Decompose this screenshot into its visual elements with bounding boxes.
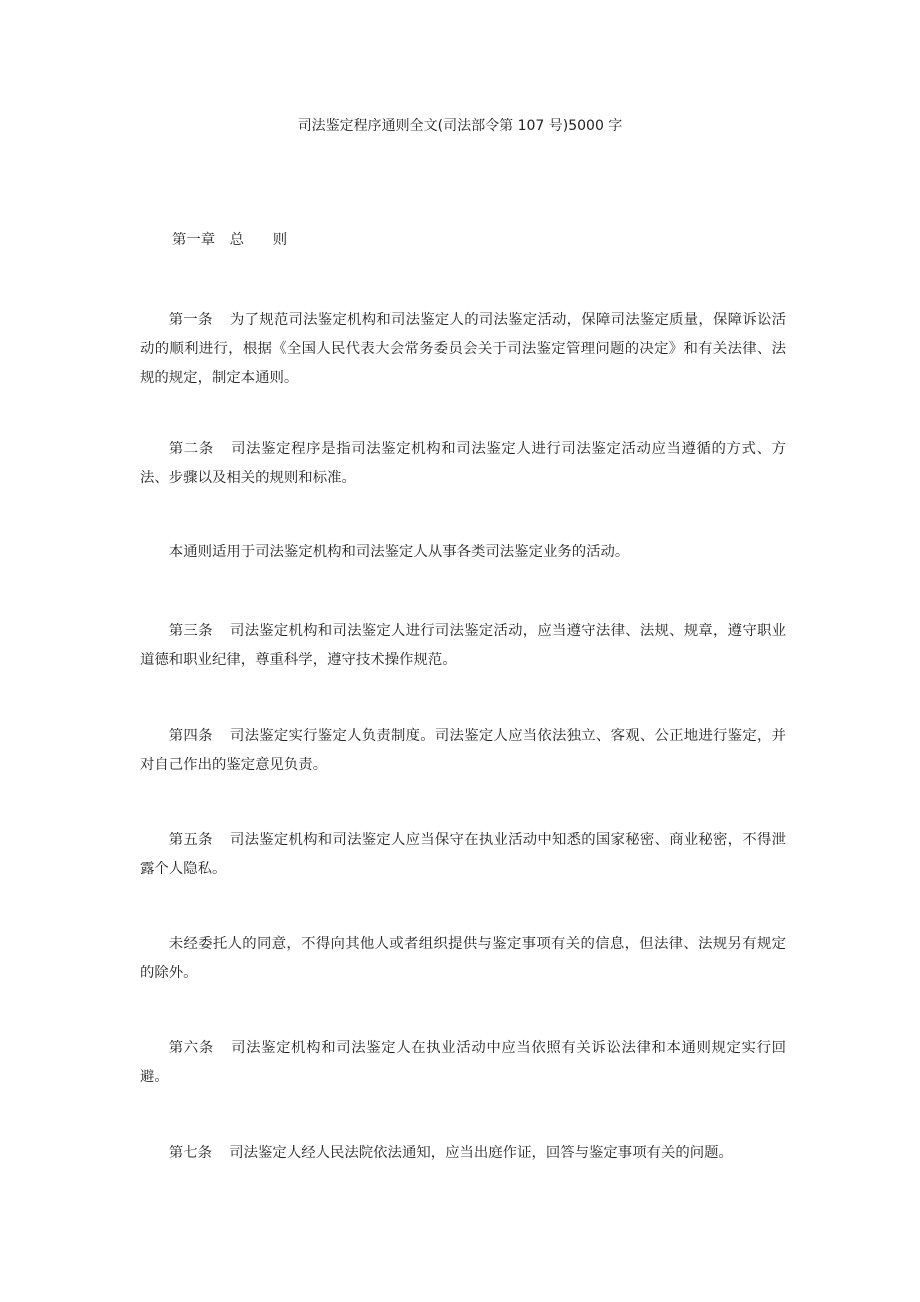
article-text: 为了规范司法鉴定机构和司法鉴定人的司法鉴定活动，保障司法鉴定质量，保障诉讼活动的顺利进行，根据《全国人民代表大会常务委员会关于司法鉴定管理问题的决定》和有关法律、法规的规定，制定本通则。 (140, 312, 786, 386)
article-text: 司法鉴定机构和司法鉴定人在执业活动中应当依照有关诉讼法律和本通则规定实行回避。 (140, 1040, 786, 1085)
article-2 (140, 435, 786, 493)
article-2-clause-2 (140, 538, 786, 567)
article-1 (140, 306, 786, 393)
article-number: 第四条 (168, 728, 213, 744)
article-text: 司法鉴定机构和司法鉴定人进行司法鉴定活动，应当遵守法律、法规、规章，遵守职业道德和职业纪律，尊重科学，遵守技术操作规范。 (140, 623, 786, 668)
article-5 (140, 826, 786, 884)
article-number: 第七条 (168, 1145, 212, 1161)
article-text: 本通则适用于司法鉴定机构和司法鉴定人从事各类司法鉴定业务的活动。 (168, 544, 630, 560)
chapter-heading: 第一章 总 则 (172, 232, 288, 248)
article-number: 第三条 (168, 623, 213, 639)
article-text: 司法鉴定机构和司法鉴定人应当保守在执业活动中知悉的国家秘密、商业秘密，不得泄露个人隐私。 (140, 832, 786, 877)
article-7 (140, 1139, 786, 1168)
article-number: 第六条 (168, 1040, 214, 1056)
article-text: 未经委托人的同意，不得向其他人或者组织提供与鉴定事项有关的信息，但法律、法规另有规定的除外。 (140, 936, 786, 981)
article-number: 第二条 (168, 441, 214, 457)
article-6 (140, 1034, 786, 1092)
article-text: 司法鉴定程序是指司法鉴定机构和司法鉴定人进行司法鉴定活动应当遵循的方式、方法、步骤以及相关的规则和标准。 (140, 441, 786, 486)
article-3 (140, 617, 786, 675)
article-text: 司法鉴定实行鉴定人负责制度。司法鉴定人应当依法独立、客观、公正地进行鉴定，并对自己作出的鉴定意见负责。 (140, 728, 786, 773)
article-number: 第一条 (168, 312, 213, 328)
document-title: 司法鉴定程序通则全文(司法部令第 107 号)5000 字 (297, 118, 623, 134)
article-text: 司法鉴定人经人民法院依法通知，应当出庭作证，回答与鉴定事项有关的问题。 (229, 1145, 733, 1161)
article-4 (140, 722, 786, 780)
article-5-clause-2 (140, 930, 786, 988)
article-number: 第五条 (168, 832, 213, 848)
